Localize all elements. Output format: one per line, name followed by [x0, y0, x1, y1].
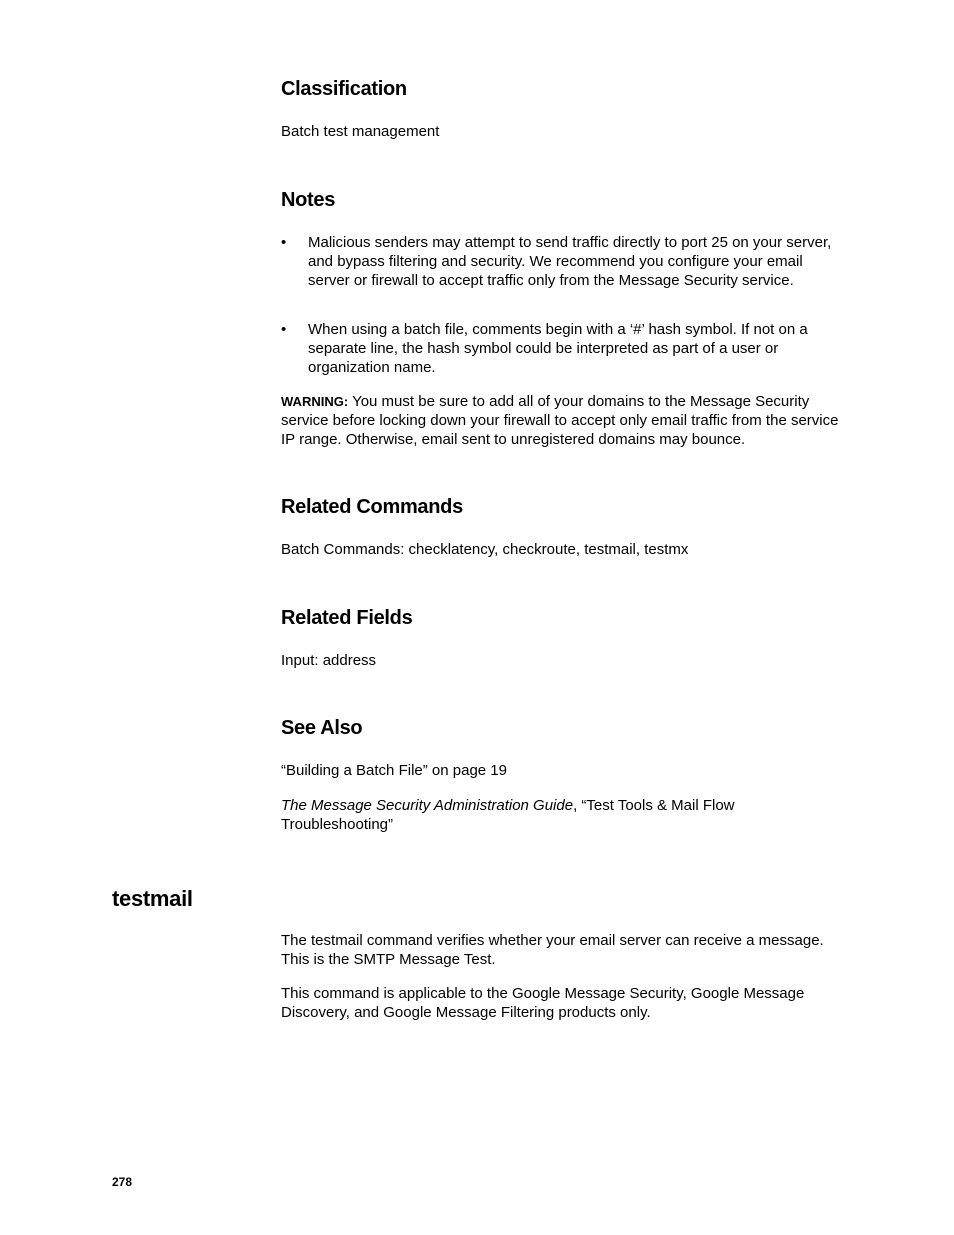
- guide-title: The Message Security Administration Guide: [281, 797, 574, 814]
- notes-bullet-text: Malicious senders may attempt to send traffic directly to port 25 on your server, and bypass filtering and security. We recommend you configure your email server or firewall to accept traffic only from the Message Security service.: [308, 234, 832, 289]
- see-also-guide-reference: [281, 796, 846, 834]
- warning-label: WARNING:: [281, 394, 349, 409]
- classification-heading: Classification: [281, 78, 407, 100]
- testmail-heading: testmail: [112, 886, 193, 911]
- bullet-marker: •: [281, 234, 287, 251]
- testmail-applicability: This command is applicable to the Google Message Security, Google Message Discovery, and Google Message Filtering products only.: [281, 985, 805, 1021]
- related-commands-heading: Related Commands: [281, 496, 463, 518]
- see-also-link-batch-file[interactable]: “Building a Batch File” on page 19: [281, 762, 507, 779]
- warning-paragraph: [281, 392, 846, 449]
- see-also-heading: See Also: [281, 717, 363, 739]
- notes-bullet-text: When using a batch file, comments begin with a ‘#’ hash symbol. If not on a separate line, the hash symbol could be interpreted as part of a user or organization name.: [308, 321, 808, 376]
- guide-chapter: , “Test Tools & Mail Flow Troubleshooting”: [281, 797, 735, 833]
- warning-text: You must be sure to add all of your domains to the Message Security service before locking down your firewall to accept only email traffic from the service IP range. Otherwise, email sent to unregistered domains may bounce.: [281, 393, 839, 448]
- notes-heading: Notes: [281, 189, 336, 211]
- classification-text: Batch test management: [281, 123, 440, 140]
- page-number: 278: [112, 1175, 133, 1189]
- related-fields-heading: Related Fields: [281, 607, 413, 629]
- related-fields-text: Input: address: [281, 652, 377, 669]
- bullet-marker: •: [281, 321, 287, 338]
- testmail-description: The testmail command verifies whether your email server can receive a message. This is the SMTP Message Test.: [281, 932, 824, 968]
- related-commands-text: Batch Commands: checklatency, checkroute, testmail, testmx: [281, 541, 689, 558]
